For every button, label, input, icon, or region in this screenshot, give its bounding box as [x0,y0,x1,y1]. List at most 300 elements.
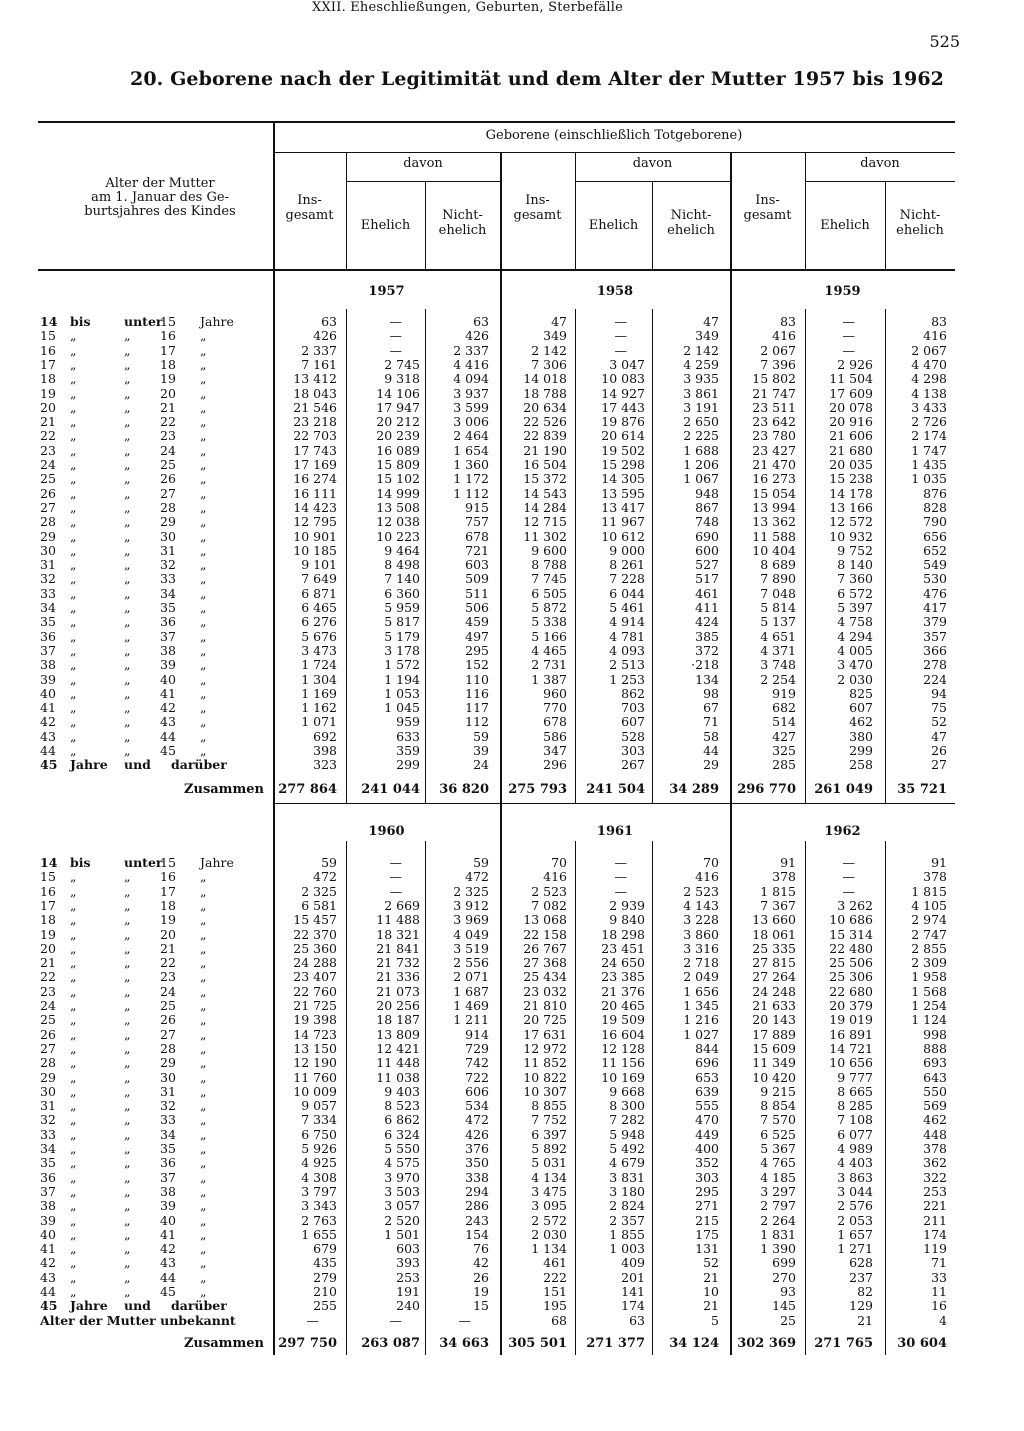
cell-value: 26 767 [523,940,567,956]
cell-value: 16 089 [376,442,420,458]
cell-value: 21 [703,1269,719,1285]
cell-value: 6 077 [837,1126,873,1142]
cell-value: 607 [621,714,645,730]
cell-value: 4 185 [760,1169,796,1185]
cell-value: 692 [313,728,337,744]
nichtehelich-header: Nicht- ehelich [667,208,715,238]
cell-value: 7 752 [531,1112,567,1128]
cell-value: — [842,328,855,344]
cell-value: 267 [621,757,645,773]
cell-value: 12 572 [829,514,873,530]
cell-value: 8 855 [531,1098,567,1114]
cell-value: — [842,855,855,870]
cell-value: 20 256 [376,998,420,1013]
ehelich-header: Ehelich [588,218,639,233]
cell-value: 14 721 [829,1040,873,1056]
cell-value: 1 345 [683,998,719,1013]
cell-value: 2 325 [453,883,489,899]
cell-value: 59 [473,855,489,870]
cell-value: 656 [923,528,947,544]
cell-value: 366 [923,642,947,658]
cell-value: 2 650 [683,414,719,430]
cell-value: 416 [772,328,796,344]
cell-value: 4 005 [837,642,873,658]
cell-value: 3 935 [683,371,719,387]
cell-value: 4 781 [609,628,645,644]
cell-value: 4 308 [301,1169,337,1185]
cell-value: 16 111 [293,485,337,501]
cell-value: 4 765 [760,1155,796,1171]
cell-value: 2 464 [453,428,489,444]
cell-value: 1 958 [911,969,947,985]
cell-value: 91 [931,855,947,870]
cell-value: 83 [780,314,796,329]
cell-value: 21 546 [293,399,337,415]
cell-value: 25 306 [829,969,873,985]
cell-value: 4 989 [837,1141,873,1156]
total-value: 35 721 [897,782,947,797]
cell-value: 3 969 [453,912,489,928]
cell-value: 4 138 [911,385,947,401]
cell-value: 4 403 [837,1155,873,1171]
cell-value: 16 604 [601,1026,645,1042]
cell-value: 10 009 [293,1083,337,1099]
cell-value: 7 161 [301,356,337,372]
cell-value: 110 [465,671,489,687]
cell-value: 1 572 [384,657,420,673]
cell-value: 586 [543,728,567,744]
cell-value: 21 [703,1298,719,1314]
cell-value: 461 [543,1255,567,1271]
cell-value: 10 185 [293,542,337,558]
cell-value: — [389,883,402,899]
cell-value: 17 743 [293,442,337,458]
cell-value: 94 [931,685,947,701]
cell-value: — [306,1312,319,1328]
cell-value: 6 750 [301,1126,337,1142]
cell-value: 14 723 [293,1026,337,1042]
cell-value: 757 [465,514,489,530]
cell-value: 350 [465,1155,489,1171]
cell-value: 2 337 [301,342,337,358]
cell-value: 4 094 [453,371,489,387]
cell-value: 4 758 [837,614,873,630]
cell-value: 303 [621,743,645,758]
cell-value: 258 [849,757,873,773]
cell-value: 1 655 [301,1226,337,1242]
cell-value: 13 068 [523,912,567,928]
cell-value: 174 [621,1298,645,1314]
cell-value: 4 371 [760,642,796,658]
total-value: 277 864 [278,782,337,797]
cell-value: 17 443 [601,399,645,415]
cell-value: 322 [923,1169,947,1185]
cell-value: 678 [465,528,489,544]
cell-value: — [389,314,402,329]
cell-value: 380 [849,728,873,744]
cell-value: 3 470 [837,657,873,673]
cell-value: — [842,314,855,329]
cell-value: 2 142 [531,342,567,358]
cell-value: 606 [465,1083,489,1099]
cell-value: 372 [695,642,719,658]
cell-value: 24 288 [293,955,337,971]
cell-value: 828 [923,499,947,515]
cell-value: 255 [313,1298,337,1314]
cell-value: 21 747 [752,385,796,401]
cell-value: 6 324 [384,1126,420,1142]
cell-value: 303 [695,1169,719,1185]
cell-value: 13 595 [601,485,645,501]
cell-value: 7 570 [760,1112,796,1128]
cell-value: 23 427 [752,442,796,458]
cell-value: 129 [849,1298,873,1314]
cell-value: 2 174 [911,428,947,444]
cell-value: 448 [923,1126,947,1142]
cell-value: 1 815 [760,883,796,899]
cell-value: 13 994 [752,499,796,515]
cell-value: 23 780 [752,428,796,444]
cell-value: 39 [473,743,489,758]
total-value: 275 793 [508,782,567,797]
cell-value: 4 679 [609,1155,645,1171]
cell-value: 191 [396,1284,420,1299]
cell-value: 25 506 [829,955,873,971]
page-number: 525 [929,32,960,51]
cell-value: 867 [695,499,719,515]
cell-value: 76 [473,1241,489,1257]
cell-value: 20 035 [829,457,873,472]
cell-value: 1 435 [911,457,947,472]
cell-value: 8 261 [609,557,645,573]
cell-value: 151 [543,1284,567,1299]
cell-value: — [614,314,627,329]
cell-value: 6 276 [301,614,337,630]
cell-value: 21 725 [293,998,337,1013]
cell-value: 7 306 [531,356,567,372]
cell-value: 20 239 [376,428,420,444]
cell-value: 416 [695,869,719,885]
rule [38,269,955,271]
cell-value: 3 860 [683,926,719,942]
cell-value: — [614,328,627,344]
cell-value: 8 285 [837,1098,873,1114]
rule [38,121,955,123]
cell-value: 888 [923,1040,947,1056]
cell-value: 7 367 [760,897,796,913]
cell-value: 21 680 [829,442,873,458]
total-value: 261 049 [814,782,873,797]
cell-value: 4 470 [911,356,947,372]
cell-value: 416 [923,328,947,344]
cell-value: 12 190 [293,1055,337,1071]
cell-value: 15 [473,1298,489,1314]
cell-value: 4 105 [911,897,947,913]
cell-value: 93 [780,1284,796,1299]
cell-value: 1 831 [760,1226,796,1242]
cell-value: 4 143 [683,897,719,913]
cell-value: 15 609 [752,1040,796,1056]
cell-value: 7 334 [301,1112,337,1128]
cell-value: 19 876 [601,414,645,430]
cell-value: 14 178 [829,485,873,501]
cell-value: 119 [923,1241,947,1257]
cell-value: 9 215 [760,1083,796,1099]
cell-value: — [842,869,855,885]
cell-value: 1 271 [837,1241,873,1257]
cell-value: 862 [621,685,645,701]
davon-label: davon [860,156,900,171]
total-value: 241 044 [361,782,420,797]
cell-value: 5 948 [609,1126,645,1142]
cell-value: 6 862 [384,1112,420,1128]
cell-value: 23 385 [601,969,645,985]
cell-value: 742 [465,1055,489,1071]
cell-value: 17 889 [752,1026,796,1042]
cell-value: 70 [703,855,719,870]
cell-value: 21 841 [376,940,420,956]
cell-value: 514 [772,714,796,730]
cell-value: 2 939 [609,897,645,913]
cell-value: 1 724 [301,657,337,673]
cell-value: 2 067 [911,342,947,358]
cell-value: — [842,883,855,899]
cell-value: 3 180 [609,1183,645,1199]
cell-value: 91 [780,855,796,870]
cell-value: 4 049 [453,926,489,942]
stub-header-line: Alter der Mutter [105,176,215,191]
cell-value: 2 747 [911,926,947,942]
cell-value: 4 465 [531,642,567,658]
cell-value: 527 [695,557,719,573]
cell-value: 722 [465,1069,489,1085]
cell-value: 3 863 [837,1169,873,1185]
cell-value: 14 018 [523,371,567,387]
cell-value: 20 916 [829,414,873,430]
cell-value: 18 788 [523,385,567,401]
cell-value: 2 225 [683,428,719,444]
cell-value: 3 178 [384,642,420,658]
cell-value: 295 [465,642,489,658]
cell-value: 11 [931,1284,947,1299]
cell-value: 400 [695,1141,719,1156]
cell-value: 652 [923,542,947,558]
group-header: Geborene (einschließlich Totgeborene) [485,128,743,143]
cell-value: 703 [621,700,645,716]
cell-value: 2 731 [531,657,567,673]
total-value: 305 501 [508,1336,567,1351]
cell-value: 20 078 [829,399,873,415]
cell-value: 9 101 [301,557,337,573]
cell-value: 948 [695,485,719,501]
cell-value: 376 [465,1141,489,1156]
cell-value: 398 [313,743,337,758]
cell-value: 63 [321,314,337,329]
cell-value: — [389,328,402,344]
cell-value: 20 614 [601,428,645,444]
cell-value: 224 [923,671,947,687]
cell-value: 52 [703,1255,719,1271]
cell-value: 5 492 [609,1141,645,1156]
cell-value: 1 387 [531,671,567,687]
cell-value: 2 745 [384,356,420,372]
cell-value: 998 [923,1026,947,1042]
cell-value: 2 513 [609,657,645,673]
cell-value: 5 461 [609,600,645,615]
cell-value: 18 321 [376,926,420,942]
cell-value: 1 067 [683,471,719,487]
cell-value: 8 788 [531,557,567,573]
cell-value: 639 [695,1083,719,1099]
cell-value: 5 550 [384,1141,420,1156]
cell-value: 299 [849,743,873,758]
cell-value: 2 556 [453,955,489,971]
cell-value: 9 464 [384,542,420,558]
cell-value: 18 298 [601,926,645,942]
cell-value: 435 [313,1255,337,1271]
cell-value: 2 824 [609,1198,645,1214]
cell-value: 5 166 [531,628,567,644]
cell-value: 11 038 [376,1069,420,1085]
cell-value: 5 892 [531,1141,567,1156]
cell-value: 237 [849,1269,873,1285]
cell-value: 1 035 [911,471,947,487]
cell-value: 10 223 [376,528,420,544]
cell-value: 5 872 [531,600,567,615]
cell-value: 12 038 [376,514,420,530]
cell-value: 23 407 [293,969,337,985]
total-value: 271 765 [814,1336,873,1351]
total-value: 36 820 [439,782,489,797]
cell-value: 47 [931,728,947,744]
cell-value: 5 367 [760,1141,796,1156]
rule [346,181,500,182]
cell-value: 1 053 [384,685,420,701]
cell-value: 15 102 [376,471,420,487]
cell-value: 459 [465,614,489,630]
cell-value: 21 190 [523,442,567,458]
total-value: 271 377 [586,1336,645,1351]
cell-value: 25 434 [523,969,567,985]
cell-value: 14 106 [376,385,420,401]
cell-value: 201 [621,1269,645,1285]
cell-value: 462 [849,714,873,730]
cell-value: 1 206 [683,457,719,472]
cell-value: 13 166 [829,499,873,515]
cell-value: 11 156 [601,1055,645,1071]
cell-value: 10 420 [752,1069,796,1085]
cell-value: 1 657 [837,1226,873,1242]
cell-value: 393 [396,1255,420,1271]
total-value: 302 369 [737,1336,796,1351]
cell-value: 3 297 [760,1183,796,1199]
year-label-a: 1959 [824,284,861,299]
rule [273,803,955,804]
cell-value: 914 [465,1026,489,1042]
cell-value: 8 498 [384,557,420,573]
cell-value: 23 218 [293,414,337,430]
cell-value: 29 [703,757,719,773]
cell-value: — [458,1312,471,1328]
cell-value: 12 972 [523,1040,567,1056]
cell-value: 699 [772,1255,796,1271]
cell-value: 2 974 [911,912,947,928]
cell-value: 22 480 [829,940,873,956]
cell-value: 26 [473,1269,489,1285]
cell-value: 2 726 [911,414,947,430]
cell-value: 416 [543,869,567,885]
cell-value: 509 [465,571,489,587]
cell-value: 555 [695,1098,719,1114]
cell-value: 1 568 [911,983,947,999]
cell-value: 42 [473,1255,489,1271]
cell-value: 357 [923,628,947,644]
cell-value: 2 071 [453,969,489,985]
cell-value: 19 509 [601,1012,645,1028]
cell-value: 3 473 [301,642,337,658]
cell-value: 6 581 [301,897,337,913]
cell-value: 1 687 [453,983,489,999]
cell-value: 21 810 [523,998,567,1013]
cell-value: 7 745 [531,571,567,587]
cell-value: 8 300 [609,1098,645,1114]
cell-value: 426 [465,328,489,344]
cell-value: 20 725 [523,1012,567,1028]
cell-value: — [389,869,402,885]
cell-value: 417 [923,600,947,615]
cell-value: 915 [465,499,489,515]
cell-value: 25 [780,1312,796,1328]
cell-value: 7 396 [760,356,796,372]
cell-value: 21 376 [601,983,645,999]
cell-value: 603 [396,1241,420,1257]
cell-value: 21 633 [752,998,796,1013]
cell-value: 3 503 [384,1183,420,1199]
ehelich-header: Ehelich [360,218,411,233]
cell-value: 25 360 [293,940,337,956]
cell-value: 4 914 [609,614,645,630]
cell-value: 4 093 [609,642,645,658]
cell-value: 633 [396,728,420,744]
cell-value: 215 [695,1212,719,1228]
cell-value: 349 [543,328,567,344]
cell-value: 338 [465,1169,489,1185]
cell-value: 3 044 [837,1183,873,1199]
cell-value: 607 [849,700,873,716]
cell-value: 33 [931,1269,947,1285]
cell-value: 378 [923,869,947,885]
cell-value: 6 525 [760,1126,796,1142]
cell-value: 22 703 [293,428,337,444]
cell-value: 210 [313,1284,337,1299]
cell-value: 2 576 [837,1198,873,1214]
cell-value: 4 294 [837,628,873,644]
cell-value: 195 [543,1298,567,1314]
cell-value: 729 [465,1040,489,1056]
cell-value: 152 [465,657,489,673]
cell-value: 12 421 [376,1040,420,1056]
cell-value: 21 [857,1312,873,1328]
cell-value: 528 [621,728,645,744]
cell-value: 13 809 [376,1026,420,1042]
cell-value: 5 926 [301,1141,337,1156]
cell-value: 409 [621,1255,645,1271]
cell-value: 9 840 [609,912,645,928]
cell-value: 19 502 [601,442,645,458]
table-title: 20. Geborene nach der Legitimität und dem Alter der Mutter 1957 bis 1962 [130,68,944,90]
cell-value: ·218 [691,657,719,673]
cell-value: 476 [923,585,947,601]
